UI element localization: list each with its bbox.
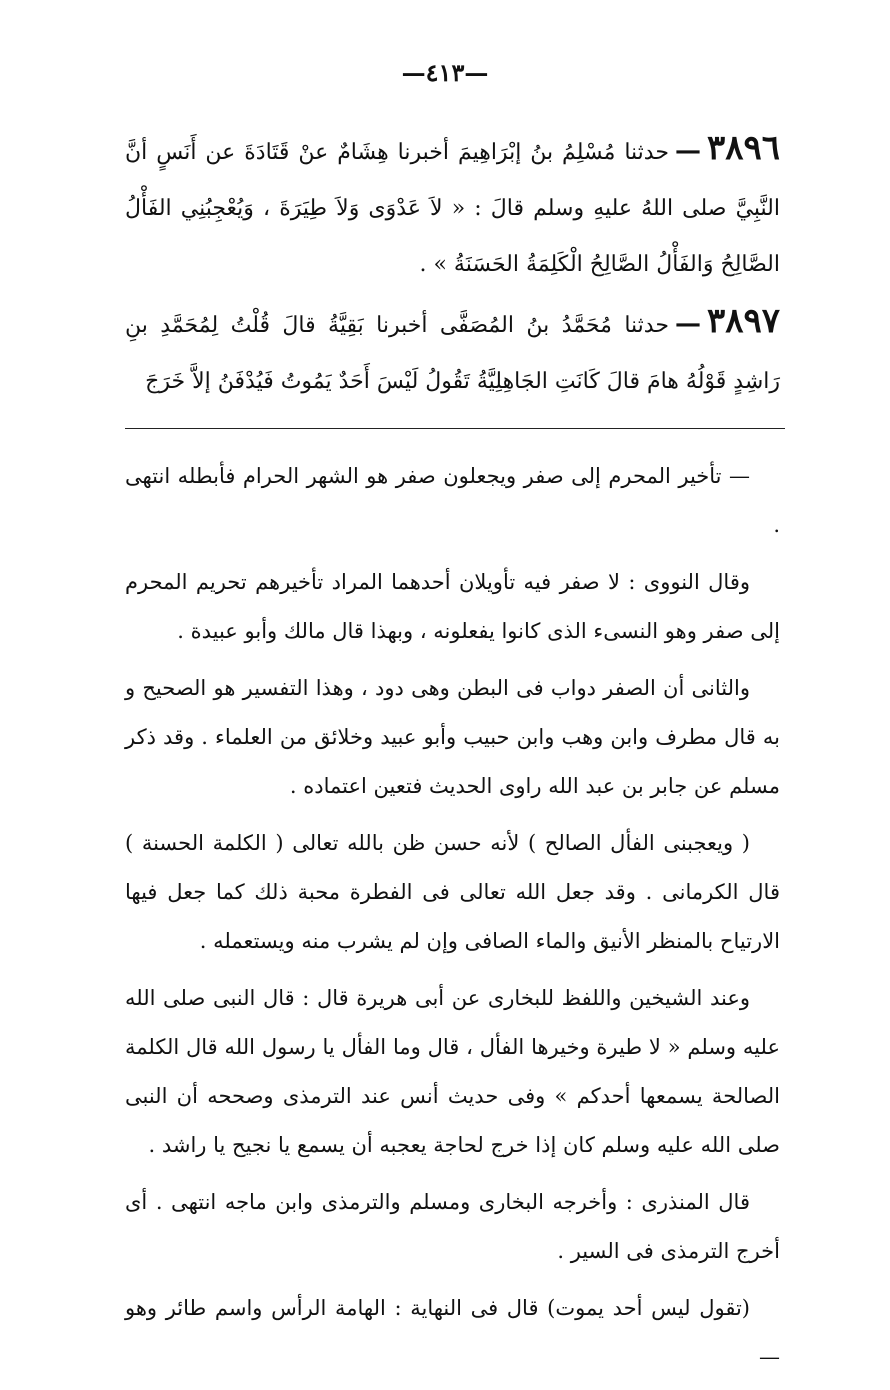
commentary-paragraph: والثانى أن الصفر دواب فى البطن وهى دود ، وهذا التفسير هو الصحيح و به قال مطرف وابن وهب وابن حبيب وأبو عبيد وخلائق من العلماء . وقد ذكر مسلم عن جابر بن عبد الله راوى الحديث فتعين اعتماده . xyxy=(125,676,780,798)
commentary-paragraph: (تقول ليس أحد يموت) قال فى النهاية : الهامة الرأس واسم طائر وهو — xyxy=(125,1296,780,1369)
commentary-paragraph: ( ويعجبنى الفأل الصالح ) لأنه حسن ظن بالله تعالى ( الكلمة الحسنة ) قال الكرمانى . وقد جعل الله تعالى فى الفطرة محبة ذلك كما جعل فيها الارتياح بالمنظر الأنيق والماء الصافى وإن لم يشرب منه ويستعمله . xyxy=(125,831,780,953)
commentary-paragraph: وعند الشيخين واللفظ للبخارى عن أبى هريرة قال : قال النبى صلى الله عليه وسلم « لا طيرة وخيرها الفأل ، قال وما الفأل يا رسول الله قال الكلمة الصالحة يسمعها أحدكم » وفى حديث أنس عند الترمذى وصححه أن النبى صلى الله عليه وسلم كان إذا خرج لحاجة يعجبه أن يسمع يا نجيح يا راشد . xyxy=(125,986,780,1157)
footnote-divider xyxy=(125,428,785,429)
commentary-section xyxy=(125,452,780,1390)
commentary-paragraph: — تأخير المحرم إلى صفر ويجعلون صفر هو الشهر الحرام فأبطله انتهى . xyxy=(125,464,780,537)
commentary-paragraph: وقال النووى : لا صفر فيه تأويلان أحدهما المراد تأخيرهم تحريم المحرم إلى صفر وهو النسىء الذى كانوا يفعلونه ، وبهذا قال مالك وأبو عبيدة . xyxy=(125,570,780,643)
hadith-text: حدثنا مُحَمَّدُ بنُ المُصَفَّى أخبرنا بَقِيَّةُ قالَ قُلْتُ لِمُحَمَّدِ بنِ رَاشِدٍ قَوْلُهُ هامَ قالَ كَانَتِ الجَاهِلِيَّةُ تَقُولُ لَيْسَ أَحَدٌ يَمُوتُ فَيُدْفَنُ إلاَّ خَرَجَ xyxy=(125,313,780,394)
hadith-number: ٣٨٩٧ xyxy=(706,301,780,341)
page-number: —٤١٣— xyxy=(401,58,489,87)
hadith-dash: — xyxy=(674,136,701,166)
hadith-dash: — xyxy=(674,309,701,339)
hadith-number: ٣٨٩٦ xyxy=(706,128,780,168)
hadith-section xyxy=(125,120,780,410)
hadith-3897 xyxy=(125,293,780,410)
hadith-3896 xyxy=(125,120,780,293)
hadith-text: حدثنا مُسْلِمُ بنُ إبْرَاهِيمَ أخبرنا هِشَامٌ عنْ قَتَادَةَ عن أَنَسٍ أنَّ النَّبِيَّ صلى اللهُ عليهِ وسلم قالَ : « لاَ عَدْوَى وَلاَ طِيَرَةَ ، وَيُعْجِبُنِي الفَأْلُ الصَّالِحُ وَالفَأْلُ الصَّالِحُ الْكَلِمَةُ الحَسَنَةُ » . xyxy=(125,140,780,277)
commentary-paragraph: قال المنذرى : وأخرجه البخارى ومسلم والترمذى وابن ماجه انتهى . أى أخرج الترمذى فى السير . xyxy=(125,1190,780,1263)
